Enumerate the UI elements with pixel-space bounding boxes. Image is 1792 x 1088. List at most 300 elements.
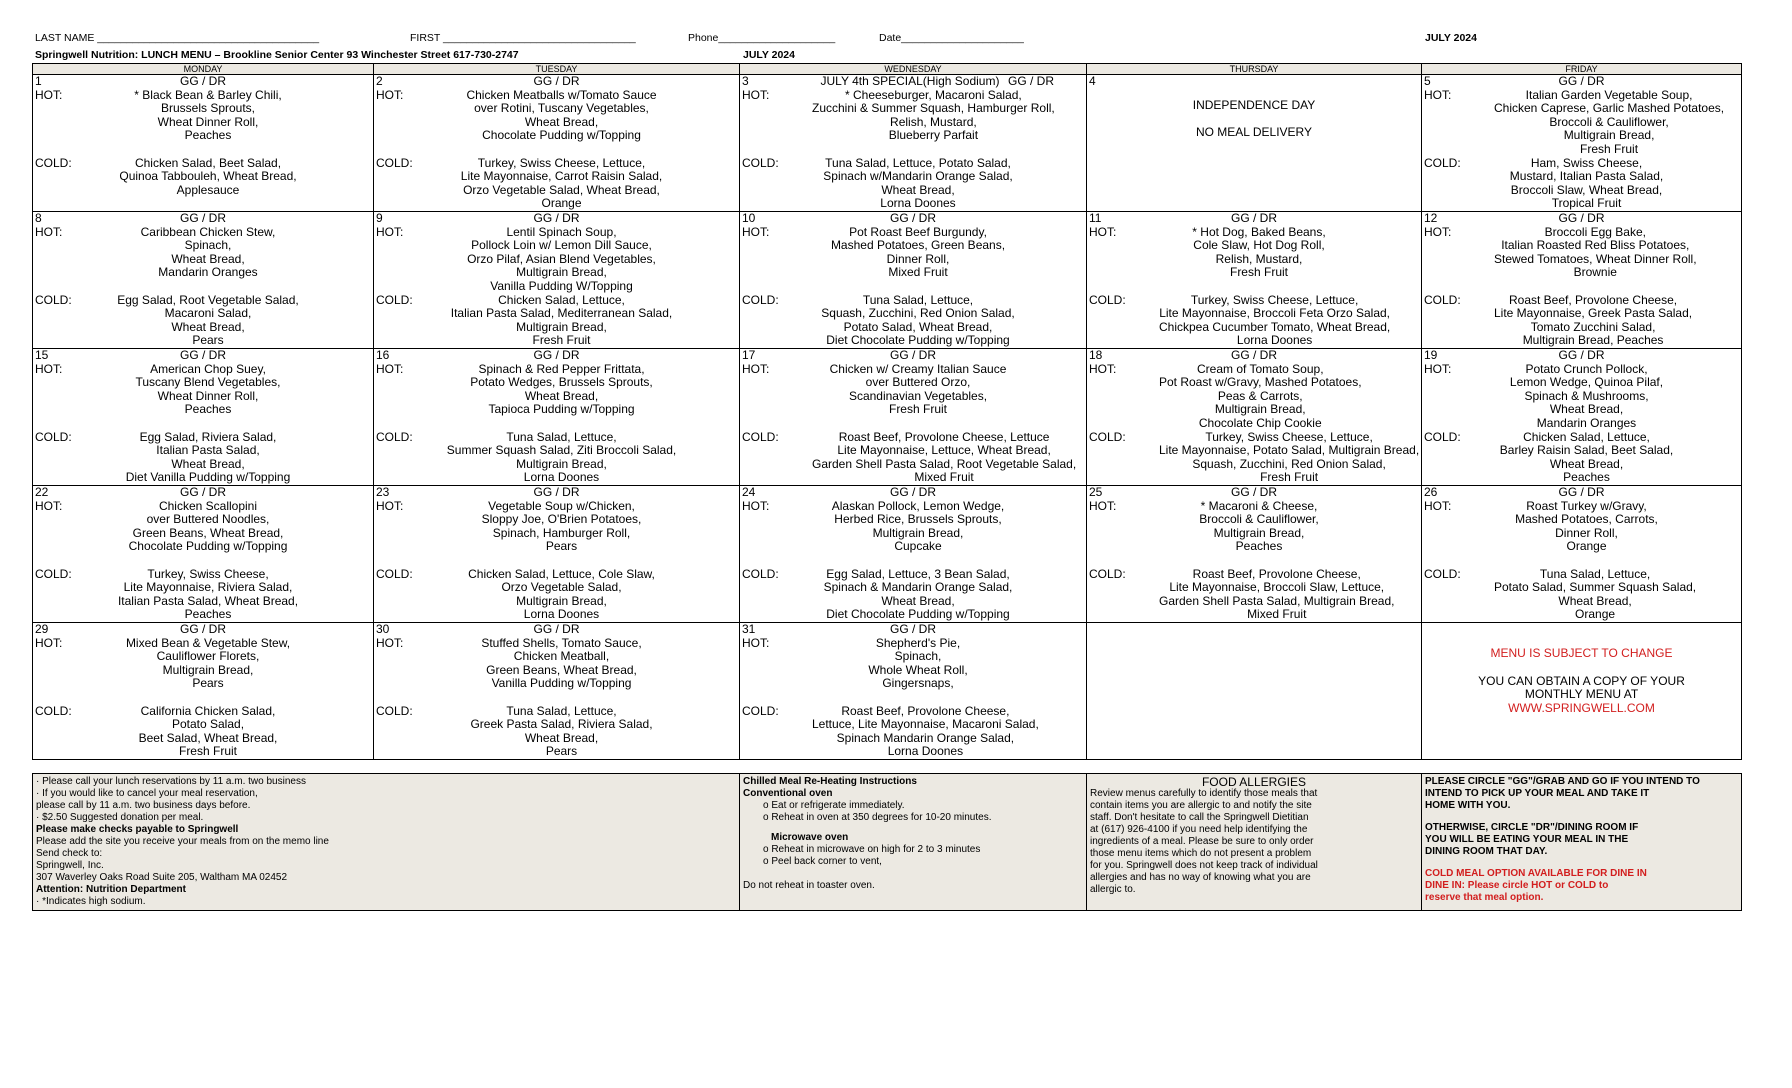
day-heading xyxy=(1424,75,1739,89)
hot-meal xyxy=(742,89,1084,157)
cold-label[interactable]: COLD: xyxy=(376,566,413,581)
hot-label[interactable]: HOT: xyxy=(742,361,770,376)
menu-item: Brownie xyxy=(1573,265,1617,280)
hot-menu-items xyxy=(105,500,371,568)
hot-menu-items xyxy=(812,226,1084,294)
menu-item: Fresh Fruit xyxy=(1229,265,1288,280)
hot-menu-items xyxy=(812,500,1084,568)
menu-item: Wheat Bread, xyxy=(524,730,599,745)
menu-item: Pears xyxy=(545,539,578,554)
day-heading xyxy=(1424,486,1739,500)
menu-item: Garden Shell Pasta Salad, Root Vegetable Salad, xyxy=(812,456,1077,471)
menu-item: Wheat Dinner Roll, xyxy=(157,388,259,403)
day-number: 3 xyxy=(742,74,749,88)
cold-meal xyxy=(35,568,371,622)
grab-and-go-text: HOME WITH YOU. xyxy=(1425,800,1511,811)
menu-item: Cole Slaw, Hot Dog Roll, xyxy=(1193,238,1325,253)
hot-meal xyxy=(376,226,737,294)
cold-menu-items xyxy=(105,568,371,622)
menu-item: Turkey, Swiss Cheese, xyxy=(147,566,269,581)
cold-meal xyxy=(742,705,1084,759)
hot-label[interactable]: HOT: xyxy=(1424,498,1452,513)
menu-item: Mashed Potatoes, Green Beans, xyxy=(830,238,1006,253)
cold-meal xyxy=(742,294,1084,348)
reservation-line: · Please call your lunch reservations by 11 a.m. two business xyxy=(36,776,306,787)
menu-item: Green Beans, Wheat Bread, xyxy=(132,525,284,540)
day-cell xyxy=(33,212,374,349)
cold-meal xyxy=(742,568,1084,622)
menu-item: Chicken w/ Creamy Italian Sauce xyxy=(829,361,1007,376)
menu-item: Chicken Salad, Lettuce, xyxy=(1523,429,1650,444)
hot-label[interactable]: HOT: xyxy=(742,224,770,239)
cold-menu-items xyxy=(1159,568,1454,622)
cold-label[interactable]: COLD: xyxy=(35,155,72,170)
spacer xyxy=(1425,858,1738,868)
hot-label[interactable]: HOT: xyxy=(376,635,404,650)
day-number: 10 xyxy=(742,211,756,225)
menu-item: Peaches xyxy=(1563,470,1610,485)
allergy-text: Review menus carefully to identify those meals that xyxy=(1090,788,1318,799)
menu-item: Mixed Fruit xyxy=(914,470,974,485)
menu-item: Pears xyxy=(192,333,224,348)
menu-item: Peaches xyxy=(184,128,232,143)
day-number: 17 xyxy=(742,348,756,362)
hot-label[interactable]: HOT: xyxy=(1089,361,1117,376)
menu-item: Squash, Zucchini, Red Onion Salad, xyxy=(1192,456,1386,471)
menu-item: Diet Vanilla Pudding w/Topping xyxy=(125,470,291,485)
hot-meal xyxy=(376,89,737,157)
menu-item: Vanilla Pudding W/Topping xyxy=(490,278,633,293)
menu-item: Caribbean Chicken Stew, xyxy=(140,224,276,239)
hot-label[interactable]: HOT: xyxy=(742,87,770,102)
hot-meal xyxy=(1424,363,1739,431)
cold-meal xyxy=(376,157,737,211)
day-heading xyxy=(742,623,1084,637)
menu-copy-notice: MONTHLY MENU AT xyxy=(1524,687,1639,702)
hot-label[interactable]: HOT: xyxy=(1089,498,1117,513)
conventional-oven-heading: Conventional oven xyxy=(743,788,833,799)
allergy-text: allergic to. xyxy=(1090,884,1136,895)
first-name-field[interactable]: FIRST _________________________________ xyxy=(410,32,636,44)
cold-label[interactable]: COLD: xyxy=(742,155,779,170)
cold-option-text: DINE IN: Please circle HOT or COLD to xyxy=(1425,880,1609,891)
hot-meal xyxy=(1424,226,1739,294)
meal-option-circle[interactable]: GG / DR xyxy=(1230,485,1277,499)
menu-item: Lorna Doones xyxy=(887,744,964,759)
hot-label[interactable]: HOT: xyxy=(35,498,63,513)
day-cell xyxy=(1087,349,1422,486)
hot-menu-items xyxy=(446,363,737,431)
cold-meal xyxy=(1089,431,1419,485)
cold-meal xyxy=(1424,157,1739,211)
cold-meal xyxy=(376,568,737,622)
week-row xyxy=(33,486,1742,623)
cold-label[interactable]: COLD: xyxy=(742,566,779,581)
cold-label[interactable]: COLD: xyxy=(1089,566,1126,581)
menu-item: Vanilla Pudding w/Topping xyxy=(491,676,632,691)
hot-label[interactable]: HOT: xyxy=(376,361,404,376)
day-heading xyxy=(742,349,1084,363)
meal-option-circle[interactable]: GG / DR xyxy=(1230,211,1277,225)
menu-item: Italian Pasta Salad, xyxy=(156,443,260,458)
day-heading xyxy=(376,623,737,637)
menu-item: Shepherd's Pie, xyxy=(875,635,961,650)
reservation-line: Send check to: xyxy=(36,848,103,859)
hot-menu-items xyxy=(446,226,737,294)
menu-item: * Black Bean & Barley Chili, xyxy=(134,87,282,102)
cold-label[interactable]: COLD: xyxy=(35,566,72,581)
day-heading xyxy=(376,349,737,363)
menu-item: Garden Shell Pasta Salad, Multigrain Bread, xyxy=(1159,593,1395,608)
day-cell xyxy=(1087,623,1422,760)
menu-item: Wheat Dinner Roll, xyxy=(157,114,259,129)
menu-item: over Rotini, Tuscany Vegetables, xyxy=(474,101,649,116)
menu-item: Lite Mayonnaise, Greek Pasta Salad, xyxy=(1494,306,1693,321)
footer-info xyxy=(32,773,1742,911)
day-cell xyxy=(1087,486,1422,623)
menu-item: Tuscany Blend Vegetables, xyxy=(135,375,281,390)
menu-item: Quinoa Tabbouleh, Wheat Bread, xyxy=(119,169,297,184)
menu-item: Wheat Bread, xyxy=(881,182,955,197)
menu-item: Sloppy Joe, O'Brien Potatoes, xyxy=(481,512,642,527)
hot-menu-items xyxy=(1159,363,1422,431)
day-number: 8 xyxy=(35,211,42,225)
day-heading xyxy=(35,623,371,637)
hot-label[interactable]: HOT: xyxy=(35,87,63,102)
day-cell xyxy=(740,212,1087,349)
day-cell xyxy=(740,623,1087,760)
menu-item: Multigrain Bread, xyxy=(516,265,607,280)
menu-item: Turkey, Swiss Cheese, Lettuce, xyxy=(1205,429,1373,444)
phone-field[interactable]: Phone____________________ xyxy=(688,32,836,44)
week-row xyxy=(33,75,1742,212)
menu-item: Fresh Fruit xyxy=(1580,141,1639,156)
day-number: 2 xyxy=(376,74,383,88)
menu-item: Broccoli Egg Bake, xyxy=(1544,224,1646,239)
week-row xyxy=(33,212,1742,349)
menu-item: over Buttered Orzo, xyxy=(865,375,971,390)
hot-label[interactable]: HOT: xyxy=(376,87,404,102)
cold-option-text: COLD MEAL OPTION AVAILABLE FOR DINE IN xyxy=(1425,868,1647,879)
weekday-header: FRIDAY xyxy=(1422,64,1742,75)
menu-item: Wheat Bread, xyxy=(1558,593,1632,608)
menu-item: Stuffed Shells, Tomato Sauce, xyxy=(481,635,642,650)
hot-label[interactable]: HOT: xyxy=(1424,224,1452,239)
menu-item: Beet Salad, Wheat Bread, xyxy=(138,730,278,745)
cold-menu-items xyxy=(1494,431,1739,485)
meal-option-circle[interactable]: GG / DR xyxy=(889,622,936,636)
menu-item: Whole Wheat Roll, xyxy=(868,662,968,677)
menu-item: Peaches xyxy=(184,607,232,622)
meal-option-circle[interactable]: GG / DR xyxy=(533,211,580,225)
meal-option-circle[interactable]: GG / DR xyxy=(533,74,580,88)
menu-item: Roast Beef, Provolone Cheese, xyxy=(1509,292,1678,307)
hot-meal xyxy=(742,363,1084,431)
meal-option-circle[interactable]: GG / DR xyxy=(179,348,226,362)
hot-label[interactable]: HOT: xyxy=(742,498,770,513)
cold-label[interactable]: COLD: xyxy=(1424,155,1461,170)
cold-label[interactable]: COLD: xyxy=(742,429,779,444)
cold-label[interactable]: COLD: xyxy=(1089,429,1126,444)
day-number: 25 xyxy=(1089,485,1103,499)
menu-change-notice: MENU IS SUBJECT TO CHANGE xyxy=(1490,646,1673,660)
hot-meal xyxy=(1089,500,1419,568)
cold-meal xyxy=(742,157,1084,211)
cold-menu-items xyxy=(105,294,371,348)
menu-item: Peas & Carrots, xyxy=(1217,388,1303,403)
day-cell xyxy=(740,486,1087,623)
day-number: 18 xyxy=(1089,348,1103,362)
menu-item: Tuna Salad, Lettuce, Potato Salad, xyxy=(825,155,1011,170)
website-link[interactable]: WWW.SPRINGWELL.COM xyxy=(1508,700,1655,715)
meal-option-circle[interactable]: GG / DR xyxy=(179,211,226,225)
menu-item: Mixed Fruit xyxy=(1247,607,1307,622)
holiday-text: NO MEAL DELIVERY xyxy=(1195,125,1313,140)
week-row xyxy=(33,349,1742,486)
menu-item: Fresh Fruit xyxy=(178,744,237,759)
menu-item: Multigrain Bread, Peaches xyxy=(1522,333,1664,348)
day-number: 29 xyxy=(35,622,49,636)
menu-item: Wheat Bread, xyxy=(524,114,599,129)
org-title: Springwell Nutrition: LUNCH MENU – Brookline Senior Center 93 Winchester Street 617-730-2747 xyxy=(35,49,519,61)
menu-item: Cupcake xyxy=(894,539,942,554)
cold-menu-items xyxy=(812,568,1084,622)
hot-menu-items xyxy=(446,500,737,568)
menu-item: Pot Roast w/Gravy, Mashed Potatoes, xyxy=(1159,375,1362,390)
menu-item: Dinner Roll, xyxy=(1555,525,1618,540)
cold-label[interactable]: COLD: xyxy=(1424,292,1461,307)
reservation-line: 307 Waverley Oaks Road Suite 205, Waltham MA 02452 xyxy=(36,872,288,883)
menu-item: Macaroni Salad, xyxy=(164,306,252,321)
cold-label[interactable]: COLD: xyxy=(742,292,779,307)
month-label-center: JULY 2024 xyxy=(743,49,795,61)
hot-label[interactable]: HOT: xyxy=(376,224,404,239)
day-heading xyxy=(1424,212,1739,226)
menu-item: Relish, Mustard, xyxy=(890,114,977,129)
menu-item: Dinner Roll, xyxy=(886,251,950,266)
hot-meal xyxy=(1089,363,1419,431)
menu-item: Cream of Tomato Soup, xyxy=(1197,361,1324,376)
hot-meal xyxy=(1089,226,1419,294)
hot-menu-items xyxy=(105,637,371,705)
day-heading xyxy=(35,212,371,226)
cold-menu-items xyxy=(1494,157,1739,211)
day-cell xyxy=(33,75,374,212)
hot-meal xyxy=(742,637,1084,705)
meal-option-circle[interactable]: GG / DR xyxy=(1558,485,1605,499)
menu-item: Pears xyxy=(192,676,224,691)
hot-label[interactable]: HOT: xyxy=(35,224,63,239)
hot-menu-items xyxy=(1159,226,1419,294)
menu-item: Greek Pasta Salad, Riviera Salad, xyxy=(470,717,653,732)
hot-label[interactable]: HOT: xyxy=(35,361,63,376)
weekday-header: TUESDAY xyxy=(374,64,740,75)
day-heading xyxy=(742,486,1084,500)
menu-item: Egg Salad, Root Vegetable Salad, xyxy=(117,292,299,307)
hot-label[interactable]: HOT: xyxy=(1424,361,1452,376)
week-row xyxy=(33,623,1742,760)
day-number: 16 xyxy=(376,348,390,362)
weekday-header: THURSDAY xyxy=(1087,64,1422,75)
cold-menu-items xyxy=(446,157,737,211)
cold-menu-items xyxy=(812,705,1099,759)
meal-option-circle[interactable]: GG / DR xyxy=(1558,348,1605,362)
cold-label[interactable]: COLD: xyxy=(376,292,413,307)
menu-item: Spinach, xyxy=(894,649,942,664)
hot-meal xyxy=(1424,500,1739,568)
cold-meal xyxy=(35,294,371,348)
menu-item: Broccoli & Cauliflower, xyxy=(1549,114,1669,129)
allergy-text: those menu items which do not present a problem xyxy=(1090,848,1312,859)
menu-item: Cauliflower Florets, xyxy=(156,649,260,664)
day-heading xyxy=(742,75,1084,89)
meal-option-circle[interactable]: GG / DR xyxy=(1007,74,1054,88)
cold-meal xyxy=(742,431,1084,485)
day-heading xyxy=(742,212,1084,226)
cold-label[interactable]: COLD: xyxy=(1089,292,1126,307)
cold-label[interactable]: COLD: xyxy=(376,155,413,170)
menu-item: Summer Squash Salad, Ziti Broccoli Salad, xyxy=(446,443,677,458)
day-heading xyxy=(1089,75,1419,89)
menu-item: Lemon Wedge, Quinoa Pilaf, xyxy=(1509,375,1664,390)
weekday-header: WEDNESDAY xyxy=(740,64,1087,75)
cold-menu-items xyxy=(446,568,737,622)
menu-item: Spinach & Red Pepper Frittata, xyxy=(478,361,645,376)
cold-label[interactable]: COLD: xyxy=(35,429,72,444)
day-cell xyxy=(374,75,740,212)
menu-item: Chicken Caprese, Garlic Mashed Potatoes, xyxy=(1494,101,1725,116)
menu-item: Lite Mayonnaise, Broccoli Slaw, Lettuce, xyxy=(1169,580,1385,595)
menu-item: Turkey, Swiss Cheese, Lettuce, xyxy=(1190,292,1359,307)
allergy-text: contain items you are allergic to and notify the site xyxy=(1090,800,1312,811)
hot-menu-items xyxy=(812,89,1115,157)
menu-item: Tapioca Pudding w/Topping xyxy=(488,402,635,417)
hot-label[interactable]: HOT: xyxy=(1424,87,1452,102)
meal-option-circle[interactable]: GG / DR xyxy=(533,622,580,636)
food-allergies xyxy=(1087,774,1422,911)
menu-item: Tuna Salad, Lettuce, xyxy=(506,703,617,718)
cold-label[interactable]: COLD: xyxy=(376,703,413,718)
menu-item: Chocolate Chip Cookie xyxy=(1198,415,1322,430)
menu-item: Multigrain Bread, xyxy=(162,662,254,677)
menu-item: Roast Beef, Provolone Cheese, Lettuce xyxy=(838,429,1050,444)
cold-label[interactable]: COLD: xyxy=(35,292,72,307)
menu-item: Chicken Meatballs w/Tomato Sauce xyxy=(466,87,657,102)
menu-item: Orzo Pilaf, Asian Blend Vegetables, xyxy=(467,251,656,266)
day-cell xyxy=(1422,349,1742,486)
menu-item: Italian Pasta Salad, Wheat Bread, xyxy=(117,593,299,608)
menu-item: Herbed Rice, Brussels Sprouts, xyxy=(834,512,1002,527)
menu-item: Roast Turkey w/Gravy, xyxy=(1526,498,1647,513)
hot-menu-items xyxy=(446,637,737,705)
hot-menu-items xyxy=(812,637,1084,705)
menu-item: Vegetable Soup w/Chicken, xyxy=(488,498,635,513)
meal-option-circle[interactable]: GG / DR xyxy=(179,622,226,636)
hot-label[interactable]: HOT: xyxy=(376,498,404,513)
hot-meal xyxy=(376,363,737,431)
menu-item: Multigrain Bread, xyxy=(872,525,964,540)
cold-menu-items xyxy=(1494,294,1752,348)
menu-item: Chicken Salad, Beet Salad, xyxy=(134,155,282,170)
day-number: 23 xyxy=(376,485,390,499)
menu-item: California Chicken Salad, xyxy=(140,703,276,718)
cold-meal xyxy=(35,705,371,759)
menu-item: Orange xyxy=(541,196,582,211)
hot-meal xyxy=(35,89,371,157)
menu-item: Mixed Fruit xyxy=(888,265,948,280)
menu-item: Fresh Fruit xyxy=(1260,470,1319,485)
reservation-line: · *Indicates high sodium. xyxy=(36,896,146,907)
menu-item: Mixed Bean & Vegetable Stew, xyxy=(125,635,291,650)
menu-item: Wheat Bread, xyxy=(1549,402,1624,417)
day-cell xyxy=(33,486,374,623)
menu-item: Lite Mayonnaise, Potato Salad, Multigrain Bread, xyxy=(1159,443,1420,458)
reservation-line: · $2.50 Suggested donation per meal. xyxy=(36,812,204,823)
hot-meal xyxy=(35,226,371,294)
day-number: 15 xyxy=(35,348,49,362)
cold-label[interactable]: COLD: xyxy=(35,703,72,718)
day-cell xyxy=(1087,212,1422,349)
meal-option-circle[interactable]: GG / DR xyxy=(179,74,226,88)
cold-meal xyxy=(1089,568,1419,622)
menu-item: Mustard, Italian Pasta Salad, xyxy=(1509,169,1664,184)
cold-label[interactable]: COLD: xyxy=(1424,429,1461,444)
meal-option-circle[interactable]: GG / DR xyxy=(1230,348,1277,362)
menu-item: Lite Mayonnaise, Riviera Salad, xyxy=(123,580,293,595)
weekday-header: MONDAY xyxy=(33,64,374,75)
menu-item: Spinach, xyxy=(184,238,232,253)
cold-label[interactable]: COLD: xyxy=(376,429,413,444)
dining-room-text: YOU WILL BE EATING YOUR MEAL IN THE xyxy=(1425,834,1629,845)
hot-label[interactable]: HOT: xyxy=(742,635,770,650)
meal-option-circle[interactable]: GG / DR xyxy=(889,348,936,362)
meal-option-circle[interactable]: GG / DR xyxy=(889,485,936,499)
date-field[interactable]: Date_____________________ xyxy=(879,32,1024,44)
menu-item: Tuna Salad, Lettuce, xyxy=(506,429,617,444)
day-number: 11 xyxy=(1089,211,1102,225)
menu-item: Ham, Swiss Cheese, xyxy=(1530,155,1643,170)
cold-label[interactable]: COLD: xyxy=(1424,566,1461,581)
day-number: 26 xyxy=(1424,485,1438,499)
menu-item: Lite Mayonnaise, Carrot Raisin Salad, xyxy=(460,169,663,184)
hot-label[interactable]: HOT: xyxy=(35,635,63,650)
menu-item: Egg Salad, Riviera Salad, xyxy=(139,429,277,444)
menu-item: Wheat Bread, xyxy=(171,456,245,471)
menu-item: Applesauce xyxy=(176,182,240,197)
menu-item: Multigrain Bread, xyxy=(1214,402,1306,417)
cold-option-text: reserve that meal option. xyxy=(1425,892,1544,903)
menu-item: Potato Salad, Wheat Bread, xyxy=(843,319,993,334)
last-name-field[interactable]: LAST NAME ______________________________________ xyxy=(35,32,320,44)
menu-item: Spinach & Mushrooms, xyxy=(1524,388,1649,403)
cold-label[interactable]: COLD: xyxy=(742,703,779,718)
menu-item: Potato Wedges, Brussels Sprouts, xyxy=(470,375,653,390)
meal-option-circle[interactable]: GG / DR xyxy=(533,485,580,499)
meal-option-circle[interactable]: GG / DR xyxy=(1558,211,1605,225)
menu-item: Spinach w/Mandarin Orange Salad, xyxy=(823,169,1013,184)
hot-label[interactable]: HOT: xyxy=(1089,224,1117,239)
meal-option-circle[interactable]: GG / DR xyxy=(179,485,226,499)
meal-option-circle[interactable]: GG / DR xyxy=(533,348,580,362)
cold-meal xyxy=(1424,431,1739,485)
meal-option-circle[interactable]: GG / DR xyxy=(1558,74,1605,88)
meal-option-circle[interactable]: GG / DR xyxy=(889,211,936,225)
day-number: 12 xyxy=(1424,211,1438,225)
menu-item: * Macaroni & Cheese, xyxy=(1200,498,1318,513)
menu-item: Tuna Salad, Lettuce, xyxy=(862,292,974,307)
menu-item: Wheat Bread, xyxy=(171,251,245,266)
day-number: 9 xyxy=(376,211,383,225)
